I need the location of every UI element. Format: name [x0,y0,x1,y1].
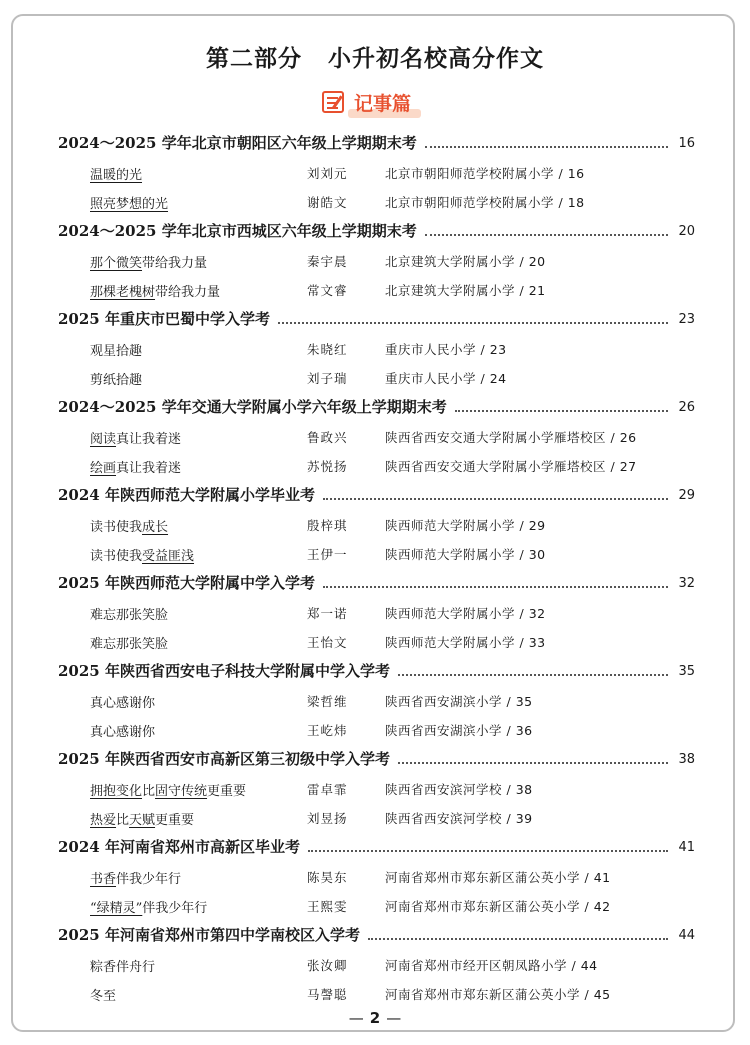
separator: / [567,958,581,973]
toc-entry[interactable] [0,333,750,362]
toc-entry[interactable] [0,421,750,450]
toc-entry[interactable] [0,186,750,215]
part-title: 小升初名校高分作文 [328,46,544,72]
essay-page-number: 38 [515,782,533,797]
school-name: 陕西省西安滨河学校 [385,811,503,826]
school-name: 陕西师范大学附属小学 [385,606,516,621]
section-title: 2025 年重庆市巴蜀中学入学考 [58,308,274,329]
essay-title [90,780,246,799]
table-of-contents [0,127,750,1007]
school-name: 陕西省西安滨河学校 [385,782,503,797]
essay-school [385,692,533,710]
section-page-number: 16 [678,136,695,151]
section-page-number: 32 [678,576,695,591]
essay-title-part: 真让我着迷 [116,432,182,447]
essay-title [90,428,181,447]
essay-title-part: 天赋 [129,813,156,828]
section-title: 2025 年陕西师范大学附属中学入学考 [58,572,319,593]
toc-section [0,303,750,391]
section-page-number: 23 [678,312,695,327]
toc-entry[interactable] [0,597,750,626]
section-title: 2025 年河南省郑州市第四中学南校区入学考 [58,924,364,945]
school-name: 陕西师范大学附属小学 [385,635,516,650]
separator: / [502,811,516,826]
dot-leader [308,850,668,852]
essay-author: 郑一诺 [307,606,348,621]
essay-title-part: 难忘那张笑脸 [90,637,169,652]
essay-title [90,340,142,359]
essay-title [90,956,155,975]
section-heading[interactable] [0,479,750,509]
essay-author: 马謦聪 [307,987,348,1002]
separator: / [606,459,620,474]
essay-school [385,252,546,270]
essay-title-part: 照亮梦想的光 [90,197,169,212]
school-name: 河南省郑州市郑东新区蒲公英小学 [385,987,581,1002]
category-label: 记事篇 [350,89,415,116]
toc-entry[interactable] [0,978,750,1007]
toc-entry[interactable] [0,861,750,890]
section-title: 2024～2025 学年北京市朝阳区六年级上学期期末考 [58,132,421,153]
separator: / [476,371,490,386]
school-name: 陕西省西安湖滨小学 [385,723,503,738]
section-heading[interactable] [0,215,750,245]
essay-title-part: 读书使我 [90,549,143,564]
essay-author: 刘昱扬 [307,811,348,826]
toc-entry[interactable] [0,362,750,391]
school-name: 陕西省西安交通大学附属小学雁塔校区 [385,430,607,445]
essay-author: 陈昊东 [307,870,348,885]
essay-page-number: 39 [515,811,533,826]
essay-school [385,428,637,446]
section-title: 2025 年陕西省西安市高新区第三初级中学入学考 [58,748,394,769]
dot-leader [425,146,668,148]
school-name: 北京市朝阳师范学校附属小学 [385,166,555,181]
essay-title [90,633,168,652]
section-heading[interactable] [0,655,750,685]
essay-author: 殷梓琪 [307,518,348,533]
separator: / [515,518,529,533]
dot-leader [455,410,668,412]
toc-entry[interactable] [0,274,750,303]
separator: / [502,782,516,797]
section-heading[interactable] [0,127,750,157]
toc-entry[interactable] [0,714,750,743]
essay-school [385,369,507,387]
essay-author: 王熙雯 [307,899,348,914]
essay-title-part: 伴我少年行 [116,872,182,887]
essay-title [90,193,168,212]
essay-title [90,692,155,711]
essay-title-part: 真心感谢你 [90,696,156,711]
essay-title [90,457,181,476]
section-title: 2024 年陕西师范大学附属小学毕业考 [58,484,319,505]
toc-entry[interactable] [0,773,750,802]
toc-entry[interactable] [0,626,750,655]
essay-author: 雷卓霏 [307,782,348,797]
essay-author: 梁哲维 [307,694,348,709]
section-heading[interactable] [0,919,750,949]
essay-title-part: 书香 [90,872,117,887]
toc-entry[interactable] [0,685,750,714]
essay-title-part: 更重要 [207,784,247,799]
school-name: 北京建筑大学附属小学 [385,283,516,298]
essay-school [385,633,546,651]
separator: / [580,899,594,914]
section-heading[interactable] [0,743,750,773]
essay-school [385,985,611,1003]
essay-page-number: 27 [619,459,637,474]
essay-title [90,516,168,535]
section-heading[interactable] [0,391,750,421]
separator: / [502,723,516,738]
essay-page-number: 16 [567,166,585,181]
section-title: 2024 年河南省郑州市高新区毕业考 [58,836,304,857]
dot-leader [323,586,668,588]
essay-author: 鲁政兴 [307,430,348,445]
essay-page-number: 30 [528,547,546,562]
essay-school [385,868,611,886]
essay-title-part: 那个微笑 [90,256,143,271]
toc-entry[interactable] [0,450,750,479]
essay-page-number: 42 [593,899,611,914]
essay-title-part: 绘画 [90,461,117,476]
essay-author: 谢皓文 [307,195,348,210]
section-heading[interactable] [0,303,750,333]
section-page-number: 44 [678,928,695,943]
footer-dash-left: — [348,1009,364,1027]
toc-section [0,655,750,743]
essay-title [90,809,194,828]
dot-leader [323,498,668,500]
page-title [0,40,750,73]
essay-school [385,457,637,475]
essay-school [385,721,533,739]
essay-school [385,193,585,211]
separator: / [476,342,490,357]
essay-page-number: 33 [528,635,546,650]
essay-page-number: 45 [593,987,611,1002]
essay-title-part: 阅读 [90,432,117,447]
toc-section [0,479,750,567]
essay-page-number: 24 [489,371,507,386]
section-page-number: 38 [678,752,695,767]
section-title: 2024～2025 学年交通大学附属小学六年级上学期期末考 [58,396,451,417]
essay-author: 常文睿 [307,283,348,298]
essay-page-number: 18 [567,195,585,210]
essay-title-part: 真让我着迷 [116,461,182,476]
toc-section [0,831,750,919]
footer-dash-right: — [386,1009,402,1027]
school-name: 河南省郑州市经开区朝凤路小学 [385,958,568,973]
essay-title-part: 成长 [142,520,169,535]
separator: / [580,987,594,1002]
toc-section [0,391,750,479]
essay-author: 王伊一 [307,547,348,562]
essay-title-part: 观星拾趣 [90,344,143,359]
essay-page-number: 26 [619,430,637,445]
section-title: 2024～2025 学年北京市西城区六年级上学期期末考 [58,220,421,241]
essay-title [90,985,116,1004]
toc-entry[interactable] [0,949,750,978]
school-name: 北京市朝阳师范学校附属小学 [385,195,555,210]
essay-page-number: 41 [593,870,611,885]
toc-entry[interactable] [0,890,750,919]
part-label: 第二部分 [206,46,302,72]
essay-school [385,809,533,827]
essay-school [385,340,507,358]
school-name: 重庆市人民小学 [385,371,477,386]
essay-page-number: 32 [528,606,546,621]
essay-author: 苏悦扬 [307,459,348,474]
category-badge [322,88,415,116]
separator: / [580,870,594,885]
essay-school [385,516,546,534]
essay-title [90,164,142,183]
essay-title-part: “绿精灵” [90,901,143,916]
separator: / [515,635,529,650]
page-footer [0,1009,750,1027]
separator: / [502,694,516,709]
toc-entry[interactable] [0,245,750,274]
essay-page-number: 44 [580,958,598,973]
section-page-number: 29 [678,488,695,503]
separator: / [606,430,620,445]
essay-school [385,780,533,798]
toc-section [0,127,750,215]
separator: / [515,254,529,269]
school-name: 陕西师范大学附属小学 [385,547,516,562]
dot-leader [398,674,668,676]
section-page-number: 20 [678,224,695,239]
toc-section [0,743,750,831]
essay-title-part: 比 [142,784,156,799]
section-title: 2025 年陕西省西安电子科技大学附属中学入学考 [58,660,394,681]
section-page-number: 41 [678,840,695,855]
essay-title [90,369,142,388]
essay-page-number: 21 [528,283,546,298]
essay-title-part: 带给我力量 [155,285,221,300]
section-heading[interactable] [0,831,750,861]
essay-title-part: 受益匪浅 [142,549,195,564]
essay-school [385,956,598,974]
essay-author: 刘刘元 [307,166,348,181]
essay-title [90,897,207,916]
essay-title [90,252,207,271]
essay-title-part: 冬至 [90,989,117,1004]
essay-school [385,604,546,622]
essay-title-part: 固守传统 [155,784,208,799]
essay-title-part: 热爱 [90,813,117,828]
toc-entry[interactable] [0,157,750,186]
essay-page-number: 23 [489,342,507,357]
section-page-number: 35 [678,664,695,679]
essay-title-part: 拥抱变化 [90,784,143,799]
dot-leader [425,234,668,236]
separator: / [515,547,529,562]
essay-author: 朱晓红 [307,342,348,357]
essay-title-part: 粽香伴舟行 [90,960,156,975]
toc-section [0,567,750,655]
essay-author: 王怡文 [307,635,348,650]
essay-title-part: 剪纸拾趣 [90,373,143,388]
school-name: 河南省郑州市郑东新区蒲公英小学 [385,870,581,885]
school-name: 陕西省西安湖滨小学 [385,694,503,709]
page-number: 2 [369,1009,381,1027]
separator: / [515,283,529,298]
essay-title-part: 读书使我 [90,520,143,535]
essay-title [90,868,181,887]
essay-title-part: 真心感谢你 [90,725,156,740]
essay-page-number: 20 [528,254,546,269]
separator: / [515,606,529,621]
separator: / [554,166,568,181]
essay-title [90,281,220,300]
notepad-pencil-icon [322,91,344,113]
essay-page-number: 29 [528,518,546,533]
toc-entry[interactable] [0,802,750,831]
essay-author: 刘子瑞 [307,371,348,386]
essay-school [385,897,611,915]
school-name: 重庆市人民小学 [385,342,477,357]
essay-title-part: 比 [116,813,130,828]
school-name: 河南省郑州市郑东新区蒲公英小学 [385,899,581,914]
essay-title-part: 伴我少年行 [142,901,208,916]
toc-entry[interactable] [0,509,750,538]
toc-section [0,919,750,1007]
essay-page-number: 35 [515,694,533,709]
school-name: 陕西省西安交通大学附属小学雁塔校区 [385,459,607,474]
essay-title-part: 那棵老槐树 [90,285,156,300]
section-page-number: 26 [678,400,695,415]
section-heading[interactable] [0,567,750,597]
separator: / [554,195,568,210]
essay-school [385,164,585,182]
school-name: 北京建筑大学附属小学 [385,254,516,269]
dot-leader [278,322,668,324]
dot-leader [368,938,668,940]
essay-author: 张汝卿 [307,958,348,973]
essay-title-part: 难忘那张笑脸 [90,608,169,623]
essay-title-part: 更重要 [155,813,195,828]
essay-page-number: 36 [515,723,533,738]
essay-title [90,545,194,564]
essay-title-part: 温暖的光 [90,168,143,183]
school-name: 陕西师范大学附属小学 [385,518,516,533]
essay-author: 王屹炜 [307,723,348,738]
dot-leader [398,762,668,764]
essay-school [385,281,546,299]
essay-author: 秦宇晨 [307,254,348,269]
toc-entry[interactable] [0,538,750,567]
essay-title [90,604,168,623]
essay-title-part: 带给我力量 [142,256,208,271]
essay-school [385,545,546,563]
toc-section [0,215,750,303]
essay-title [90,721,155,740]
